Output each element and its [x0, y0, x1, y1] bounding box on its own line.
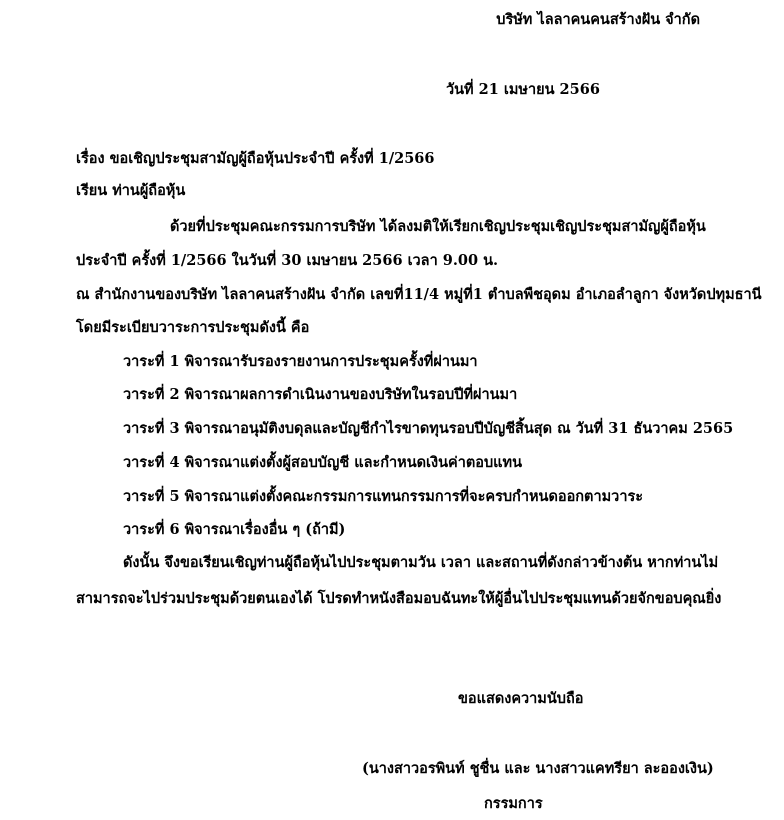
- closing-phrase: ขอแสดงความนับถือ: [458, 690, 584, 707]
- letter-greeting: เรียน ท่านผู้ถือหุ้น: [76, 182, 186, 199]
- conclusion-line: สามารถจะไปร่วมประชุมด้วยตนเองได้ โปรดทำหนังสือมอบฉันทะให้ผู้อื่นไปประชุมแทนด้วยจักขอบคุณยิ่ง: [76, 590, 722, 607]
- company-name: บริษัท ไลลาคนคนสร้างฝัน จำกัด: [496, 11, 700, 28]
- letter-date: วันที่ 21 เมษายน 2566: [446, 81, 600, 98]
- body-line: ด้วยที่ประชุมคณะกรรมการบริษัท ได้ลงมติให้เรียกเชิญประชุมเชิญประชุมสามัญผู้ถือหุ้น: [170, 218, 706, 235]
- agenda-item: วาระที่ 1 พิจารณารับรองรายงานการประชุมครั้งที่ผ่านมา: [123, 353, 478, 370]
- agenda-item: วาระที่ 6 พิจารณาเรื่องอื่น ๆ (ถ้ามี): [123, 521, 346, 538]
- agenda-item: วาระที่ 3 พิจารณาอนุมัติงบดุลและบัญชีกำไรขาดทุนรอบปีบัญชีสิ้นสุด ณ วันที่ 31 ธันวาคม 2565: [123, 420, 734, 437]
- body-line: ประจำปี ครั้งที่ 1/2566 ในวันที่ 30 เมษายน 2566 เวลา 9.00 น.: [76, 252, 499, 269]
- agenda-item: วาระที่ 5 พิจารณาแต่งตั้งคณะกรรมการแทนกรรมการที่จะครบกำหนดออกตามวาระ: [123, 488, 644, 505]
- body-line: ณ สำนักงานของบริษัท ไลลาคนสร้างฝัน จำกัด เลขที่11/4 หมู่ที่1 ตำบลพืชอุดม อำเภอลำลูกา จังหวัดปทุมธานี: [76, 286, 762, 303]
- signer-position: กรรมการ: [484, 795, 543, 812]
- body-line: โดยมีระเบียบวาระการประชุมดังนี้ คือ: [76, 319, 310, 336]
- agenda-item: วาระที่ 4 พิจารณาแต่งตั้งผู้สอบบัญชี และกำหนดเงินค่าตอบแทน: [123, 454, 522, 471]
- agenda-item: วาระที่ 2 พิจารณาผลการดำเนินงานของบริษัทในรอบปีที่ผ่านมา: [123, 386, 518, 403]
- letter-subject: เรื่อง ขอเชิญประชุมสามัญผู้ถือหุ้นประจำปี ครั้งที่ 1/2566: [76, 150, 435, 167]
- signer-names: (นางสาวอรพินท์ ชูชื่น และ นางสาวแคทรียา ละอองเงิน): [362, 760, 714, 777]
- conclusion-line: ดังนั้น จึงขอเรียนเชิญท่านผู้ถือหุ้นไปประชุมตามวัน เวลา และสถานที่ดังกล่าวข้างต้น หากท่านไม่: [123, 554, 719, 571]
